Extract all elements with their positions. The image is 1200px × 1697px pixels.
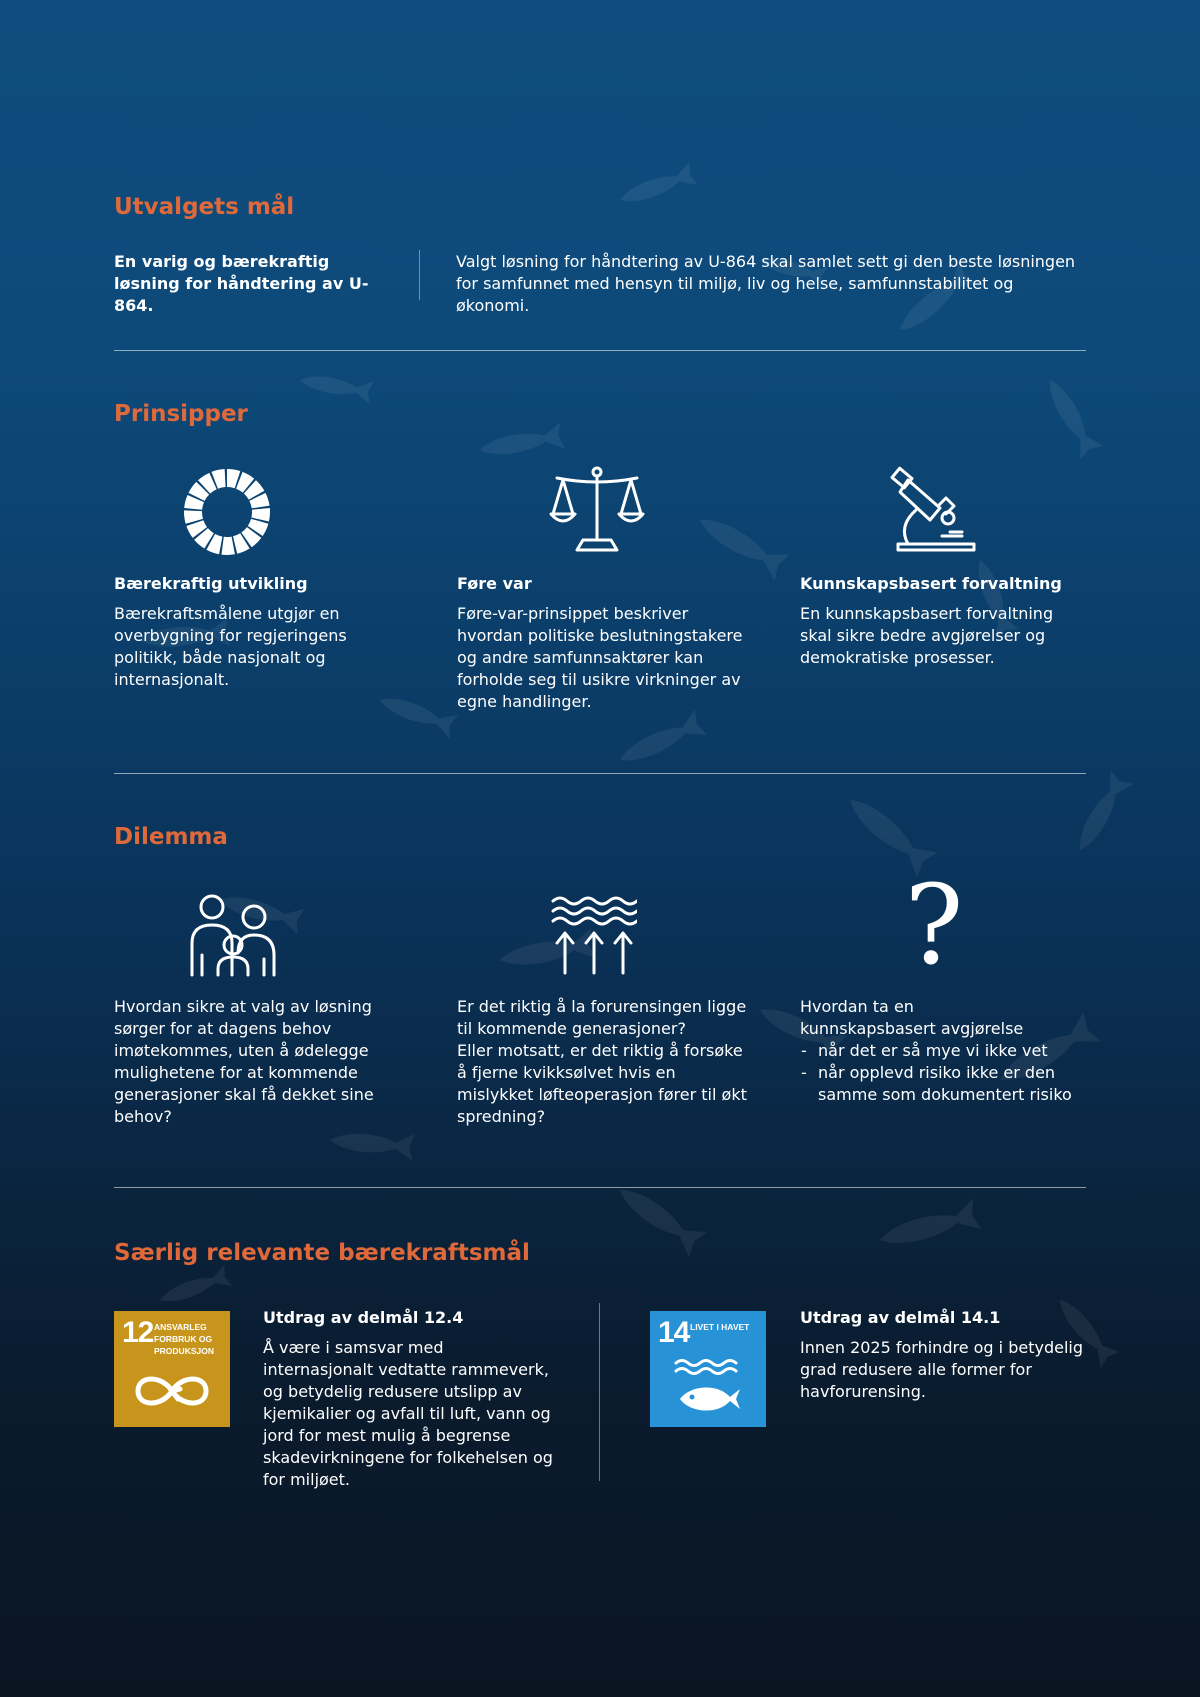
- dilemma-heading: Dilemma: [114, 824, 228, 850]
- fish-waves-icon: [674, 1357, 742, 1419]
- list-item: - når det er så mye vi ikke vet: [800, 1040, 1086, 1062]
- sdg-goal-text: Innen 2025 forhindre og i betydelig grad redusere alle former for havforurensing.: [800, 1338, 1083, 1401]
- sdg-heading: Særlig relevante bærekraftsmål: [114, 1240, 530, 1266]
- family-icon: [188, 893, 278, 977]
- section-divider: [114, 1187, 1086, 1188]
- dilemma-text: Eller motsatt, er det riktig å forsøke å fjerne kvikksølvet hvis en mislykket løfteoperasjon fører til økt spredning?: [457, 1041, 747, 1126]
- sdg-14-tile: [650, 1311, 766, 1427]
- sdg-wheel-icon: [183, 468, 271, 556]
- sdg-label: LIVET I HAVET: [690, 1322, 750, 1332]
- principle-text: En kunnskapsbasert forvaltning skal sikre bedre avgjørelser og demokratiske prosesser.: [800, 604, 1054, 667]
- sdg-number: 14: [658, 1316, 690, 1349]
- sdg-number: 12: [122, 1316, 154, 1349]
- goal-heading: Utvalgets mål: [114, 194, 295, 220]
- sdg-12-tile: [114, 1311, 230, 1427]
- dilemma-bullet-list: [800, 1040, 1086, 1106]
- dilemma-text: Hvordan sikre at valg av løsning sørger for at dagens behov imøtekommes, uten å ødelegge mulighetene for at kommende generasjoner skal få dekket sine behov?: [114, 997, 374, 1126]
- sdg-goal-title: Utdrag av delmål 12.4: [263, 1308, 464, 1327]
- goal-body: Valgt løsning for håndtering av U-864 skal samlet sett gi den beste løsningen for samfunnet med hensyn til miljø, liv og helse, samfunnstabilitet og økonomi.: [456, 252, 1076, 315]
- question-mark-icon: ?: [904, 861, 964, 989]
- waves-arrows-icon: [551, 895, 637, 975]
- dilemma-text: Hvordan ta en kunnskapsbasert avgjørelse: [800, 997, 1024, 1038]
- principle-title: Bærekraftig utvikling: [114, 574, 308, 593]
- sdg-goal-title: Utdrag av delmål 14.1: [800, 1308, 1001, 1327]
- goal-divider: [419, 250, 420, 300]
- principle-title: Føre var: [457, 574, 532, 593]
- principle-text: Føre-var-prinsippet beskriver hvordan politiske beslutningstakere og andre samfunnsaktører kan forholde seg til usikre virkninger av egne handlinger.: [457, 604, 743, 711]
- goal-lead: En varig og bærekraftig løsning for håndtering av U-864.: [114, 252, 369, 315]
- dilemma-text: Er det riktig å la forurensingen ligge til kommende generasjoner?: [457, 997, 747, 1038]
- dilemma-text-group: [800, 996, 1086, 1106]
- sdg-goal-text: Å være i samsvar med internasjonalt vedtatte rammeverk, og betydelig redusere utslipp av kjemikalier og avfall til luft, vann og jord for mest mulig å begrense skadevirkningene for folkehelsen og for miljøet.: [263, 1338, 553, 1489]
- microscope-icon: [888, 466, 978, 556]
- principle-text: Bærekraftsmålene utgjør en overbygning for regjeringens politikk, både nasjonalt og internasjonalt.: [114, 604, 347, 689]
- principle-title: Kunnskapsbasert forvaltning: [800, 574, 1062, 593]
- sdg-label: ANSVARLEG FORBRUK OG PRODUKSJON: [154, 1322, 214, 1356]
- section-divider: [114, 773, 1086, 774]
- principles-heading: Prinsipper: [114, 401, 248, 427]
- scales-icon: [549, 466, 645, 556]
- dilemma-text-group: [457, 996, 747, 1128]
- list-item: - når opplevd risiko ikke er den samme som dokumentert risiko: [800, 1062, 1086, 1106]
- section-divider: [114, 350, 1086, 351]
- sdg-divider: [599, 1303, 600, 1481]
- infinity-arrow-icon: [132, 1369, 212, 1413]
